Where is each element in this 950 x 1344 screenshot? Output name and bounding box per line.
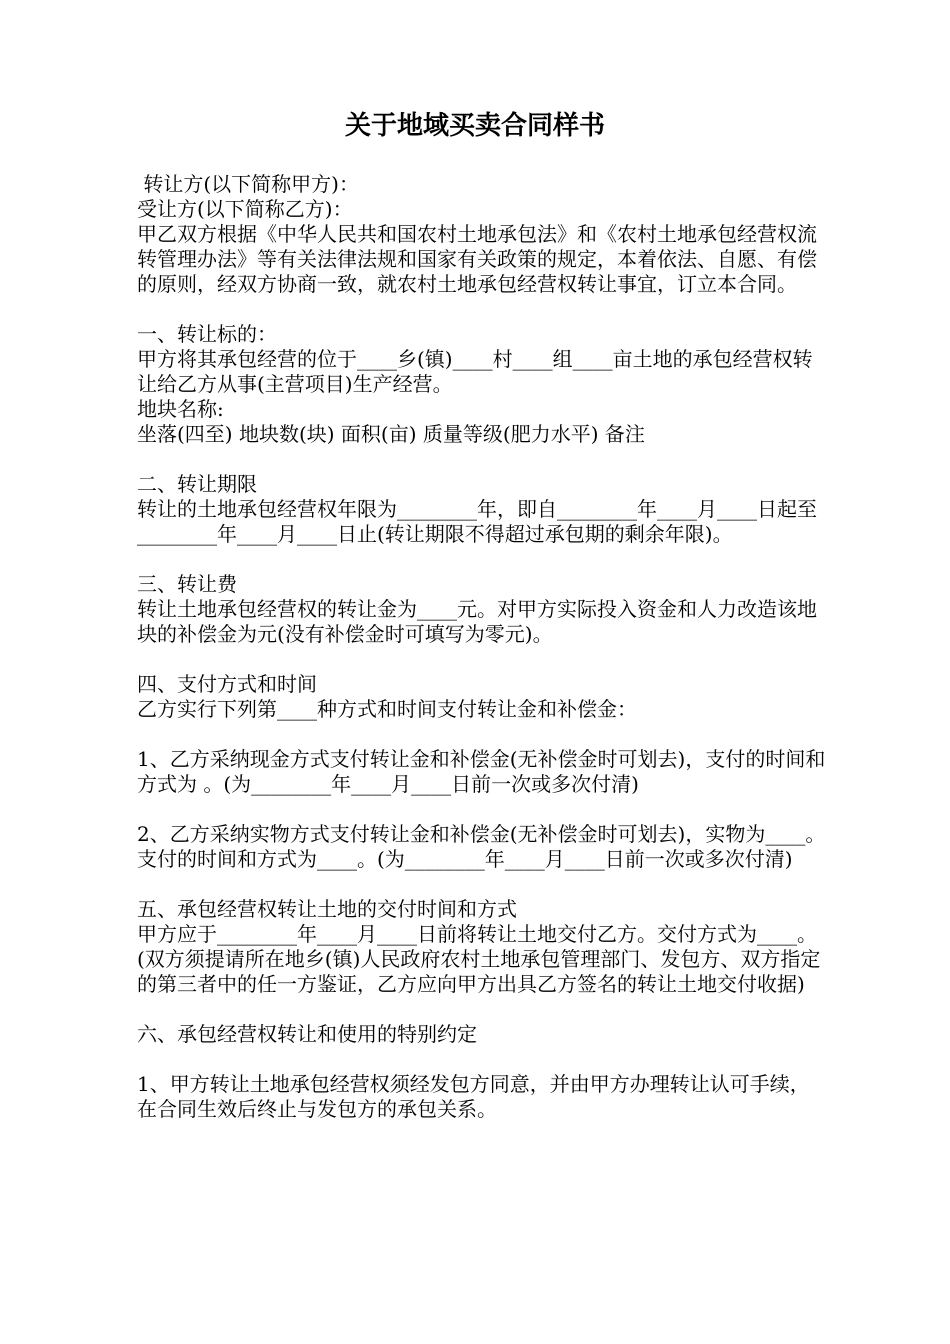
paragraph: [137, 997, 827, 1022]
paragraph: [137, 547, 827, 572]
paragraph: 六、承包经营权转让和使用的特别约定: [137, 1022, 477, 1046]
paragraph: [137, 647, 827, 672]
paragraph: [137, 1047, 827, 1072]
paragraph: 三、转让费: [137, 572, 237, 596]
paragraph: 甲乙双方根据《中华人民共和国农村土地承包法》和《农村土地承包经营权流转管理办法》等有关法律法规和国家有关政策的规定，本着依法、自愿、有偿的原则，经双方协商一致，就农村土地承包经营权转让事宜，订立本合同。: [137, 222, 817, 296]
paragraph: 四、支付方式和时间: [137, 672, 317, 696]
paragraph: 甲方将其承包经营的位于____乡(镇)____村____组____亩土地的承包经营权转让给乙方从事(主营项目)生产经营。: [137, 347, 813, 396]
paragraph: 一、转让标的：: [137, 322, 277, 346]
paragraph: 转让土地承包经营权的转让金为____元。对甲方实际投入资金和人力改造该地块的补偿金为元(没有补偿金时可填写为零元)。: [137, 597, 817, 646]
paragraph: 1、甲方转让土地承包经营权须经发包方同意，并由甲方办理转让认可手续，在合同生效后终止与发包方的承包关系。: [137, 1072, 810, 1121]
paragraph: 受让方(以下简称乙方)：: [137, 197, 353, 221]
paragraph: 二、转让期限: [137, 472, 257, 496]
document-body: [137, 172, 827, 1122]
document-title: 关于地域买卖合同样书: [344, 111, 605, 141]
paragraph: 甲方应于________年____月____日前将转让土地交付乙方。交付方式为____。(双方须提请所在地乡(镇)人民政府农村土地承包管理部门、发包方、双方指定的第三者中的任一方鉴证，乙方应向甲方出具乙方签名的转让土地交付收据): [137, 922, 821, 996]
paragraph: 坐落(四至) 地块数(块) 面积(亩) 质量等级(肥力水平) 备注: [137, 422, 645, 446]
paragraph: [137, 297, 827, 322]
paragraph: 五、承包经营权转让土地的交付时间和方式: [137, 897, 517, 921]
paragraph: 转让方(以下简称甲方)：: [137, 172, 359, 196]
paragraph: 1、乙方采纳现金方式支付转让金和补偿金(无补偿金时可划去)，支付的时间和方式为 。(为________年____月____日前一次或多次付清): [137, 747, 826, 796]
paragraph: 地块名称:: [137, 397, 224, 421]
paragraph: 乙方实行下列第____种方式和时间支付转让金和补偿金：: [137, 697, 637, 721]
paragraph: [137, 722, 827, 747]
paragraph: [137, 872, 827, 897]
paragraph: [137, 797, 827, 822]
paragraph: 2、乙方采纳实物方式支付转让金和补偿金(无补偿金时可划去)，实物为____。支付的时间和方式为____。(为________年____月____日前一次或多次付清): [137, 822, 826, 871]
paragraph: 转让的土地承包经营权年限为________年，即自________年____月____日起至________年____月____日止(转让期限不得超过承包期的剩余年限)。: [137, 497, 817, 546]
paragraph: [137, 447, 827, 472]
